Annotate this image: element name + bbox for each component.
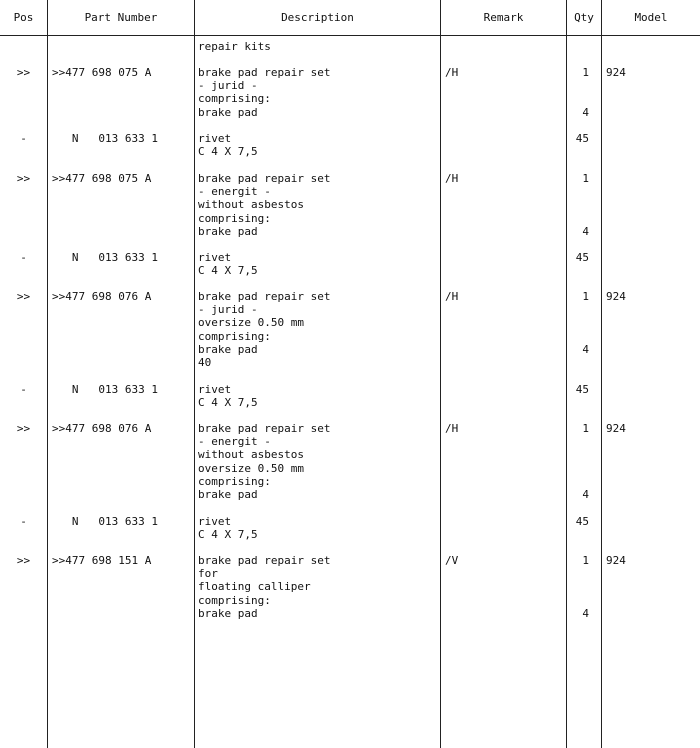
cell-part-number: >>477 698 151 A [52,554,152,567]
cell-pos: >> [16,290,31,303]
cell-description: brake pad repair set - jurid - oversize 0.50 mm comprising: brake pad 40 [198,290,331,370]
column-divider [440,0,441,748]
cell-part-number: >>477 698 075 A [52,66,152,79]
cell-model: 924 [606,422,626,435]
cell-description: repair kits [198,40,271,53]
cell-part-number: >>477 698 076 A [52,422,152,435]
cell-part-number: N 013 633 1 [52,515,158,528]
cell-remark: /H [445,172,459,185]
cell-qty: 1 [582,422,589,435]
cell-pos: - [20,251,27,264]
cell-pos: >> [16,172,31,185]
cell-description: rivet C 4 X 7,5 [198,251,258,278]
header-part-number: Part Number [84,11,158,24]
cell-model: 924 [606,66,626,79]
cell-part-number: >>477 698 075 A [52,172,152,185]
cell-model: 924 [606,290,626,303]
cell-qty: 1 [582,66,589,79]
cell-qty: 4 [582,224,589,238]
header-divider [0,35,700,36]
cell-pos: >> [16,554,31,567]
column-divider [194,0,195,748]
cell-qty: 4 [582,105,589,119]
cell-description: rivet C 4 X 7,5 [198,132,258,159]
header-qty: Qty [574,11,594,24]
cell-description: brake pad repair set - energit - without asbestos comprising: brake pad [198,172,331,238]
column-divider [601,0,602,748]
cell-qty: 45 [575,251,589,264]
column-divider [47,0,48,748]
cell-qty: 1 [582,172,589,185]
cell-remark: /H [445,66,459,79]
cell-description: brake pad repair set - jurid - comprising: brake pad [198,66,331,119]
header-remark: Remark [483,11,524,24]
cell-qty: 1 [582,554,589,567]
cell-qty: 4 [582,606,589,620]
cell-remark: /H [445,290,459,303]
cell-model: 924 [606,554,626,567]
cell-part-number: N 013 633 1 [52,383,158,396]
header-pos: Pos [13,11,34,24]
cell-description: rivet C 4 X 7,5 [198,515,258,542]
cell-pos: - [20,515,27,528]
cell-pos: - [20,383,27,396]
cell-qty: 1 [582,290,589,303]
cell-qty: 45 [575,383,589,396]
cell-qty: 45 [575,132,589,145]
cell-qty: 45 [575,515,589,528]
header-model: Model [634,11,668,24]
cell-description: brake pad repair set for floating calliper comprising: brake pad [198,554,331,620]
cell-pos: >> [16,66,31,79]
cell-remark: /V [445,554,459,567]
cell-part-number: N 013 633 1 [52,132,158,145]
cell-description: rivet C 4 X 7,5 [198,383,258,410]
header-description: Description [281,11,354,24]
cell-qty: 4 [582,488,589,501]
cell-pos: - [20,132,27,145]
cell-part-number: >>477 698 076 A [52,290,152,303]
cell-pos: >> [16,422,31,435]
cell-part-number: N 013 633 1 [52,251,158,264]
cell-description: brake pad repair set - energit - without asbestos oversize 0.50 mm comprising: brake pad [198,422,331,502]
cell-qty: 4 [582,342,589,356]
cell-remark: /H [445,422,459,435]
